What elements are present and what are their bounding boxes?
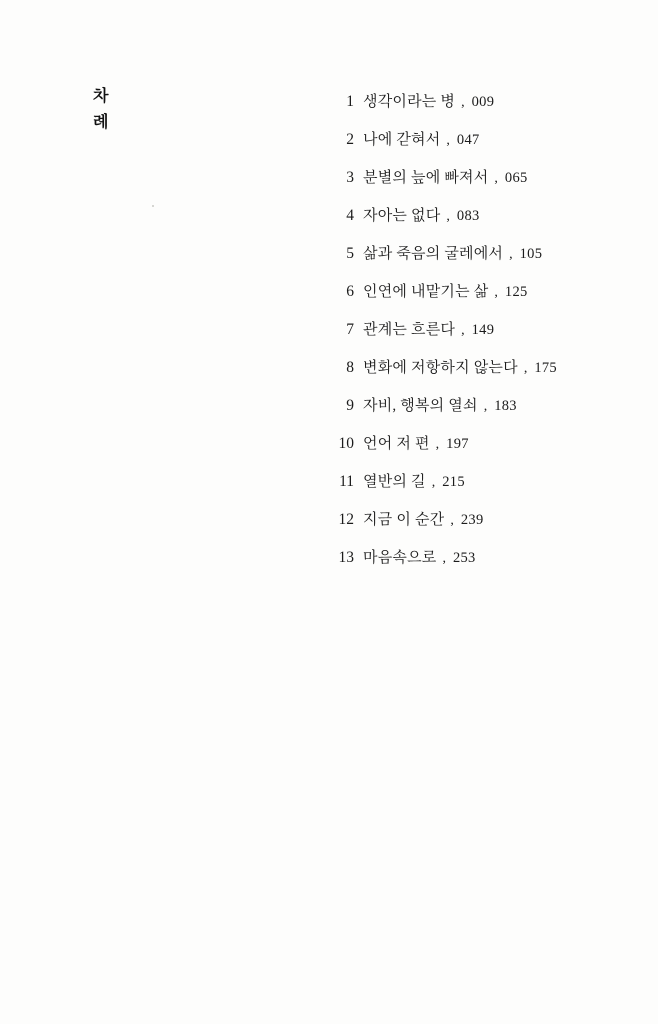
- separator: ,: [446, 209, 450, 224]
- separator: ,: [483, 399, 488, 414]
- chapter-number: 6: [346, 283, 354, 300]
- separator: ,: [442, 551, 446, 566]
- page-title-line-2: 례: [93, 114, 110, 131]
- chapter-number: 5: [346, 245, 354, 262]
- chapter-title: 열반의 길: [363, 474, 426, 490]
- chapter-number: 11: [339, 473, 354, 490]
- chapter-title: 자아는 없다: [363, 208, 441, 224]
- chapter-title: 마음속으로: [363, 550, 437, 566]
- chapter-page-number: 239: [460, 512, 484, 528]
- chapter-page-number: 149: [471, 322, 495, 338]
- chapter-page-number: 253: [452, 550, 476, 566]
- scan-speck: [152, 205, 154, 207]
- chapter-page-number: 215: [442, 474, 465, 490]
- page-title: [93, 84, 133, 136]
- list-item: [332, 356, 622, 394]
- chapter-title: 지금 이 순간: [363, 512, 445, 528]
- chapter-title: 나에 갇혀서: [363, 132, 441, 148]
- chapter-page-number: 105: [519, 246, 543, 262]
- list-item: [332, 470, 622, 508]
- chapter-title: 자비, 행복의 열쇠: [363, 398, 478, 414]
- chapter-title: 삶과 죽음의 굴레에서: [363, 246, 504, 262]
- chapter-title: 인연에 내맡기는 삶: [363, 284, 489, 300]
- list-item: [332, 128, 622, 166]
- separator: ,: [435, 437, 440, 452]
- chapter-page-number: 065: [504, 170, 528, 186]
- chapter-title: 변화에 저항하지 않는다: [363, 360, 518, 376]
- separator: ,: [446, 133, 450, 148]
- separator: ,: [494, 285, 498, 300]
- separator: ,: [431, 475, 436, 490]
- chapter-number: 2: [346, 131, 354, 148]
- chapter-page-number: 197: [446, 436, 469, 452]
- list-item: [332, 204, 622, 242]
- chapter-number: 9: [346, 397, 354, 414]
- chapter-title: 관계는 흐른다: [363, 322, 456, 338]
- chapter-number: 8: [346, 359, 354, 376]
- list-item: [332, 432, 622, 470]
- table-of-contents: [332, 90, 622, 584]
- chapter-number: 10: [338, 435, 354, 452]
- chapter-page-number: 183: [494, 398, 517, 414]
- separator: ,: [461, 95, 465, 110]
- chapter-title: 분별의 늪에 빠져서: [363, 170, 489, 186]
- list-item: [332, 508, 622, 546]
- chapter-page-number: 083: [456, 208, 480, 224]
- list-item: [332, 318, 622, 356]
- chapter-title: 생각이라는 병: [363, 94, 456, 110]
- chapter-number: 3: [346, 169, 354, 186]
- list-item: [332, 242, 622, 280]
- chapter-page-number: 047: [456, 132, 480, 148]
- separator: ,: [523, 361, 528, 376]
- list-item: [332, 90, 622, 128]
- chapter-number: 4: [346, 207, 354, 224]
- chapter-page-number: 009: [471, 94, 495, 110]
- list-item: [332, 166, 622, 204]
- separator: ,: [509, 247, 513, 262]
- chapter-number: 12: [338, 511, 354, 528]
- chapter-page-number: 125: [504, 284, 528, 300]
- chapter-number: 1: [346, 93, 354, 110]
- separator: ,: [494, 171, 498, 186]
- chapter-page-number: 175: [534, 360, 557, 376]
- chapter-number: 7: [346, 321, 354, 338]
- separator: ,: [450, 513, 454, 528]
- list-item: [332, 546, 622, 584]
- chapter-number: 13: [338, 549, 354, 566]
- list-item: [332, 394, 622, 432]
- separator: ,: [461, 323, 465, 338]
- list-item: [332, 280, 622, 318]
- page-title-line-1: 차: [93, 88, 110, 105]
- chapter-title: 언어 저 편: [363, 436, 430, 452]
